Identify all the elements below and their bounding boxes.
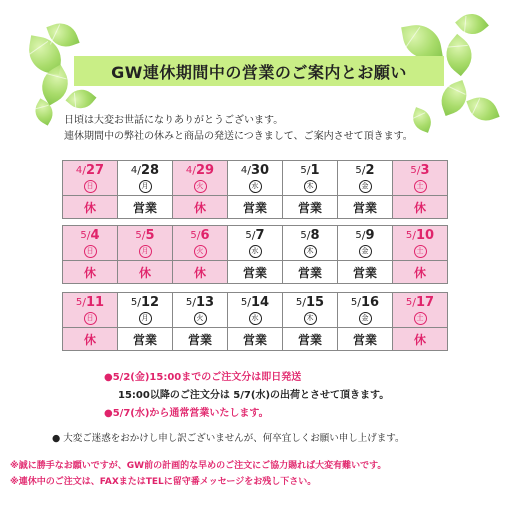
date-label: 5/14 bbox=[240, 294, 270, 310]
weekday-badge: 木 bbox=[304, 180, 317, 193]
day-number: 5 bbox=[145, 227, 155, 243]
date-label: 5/9 bbox=[355, 227, 375, 243]
day-number: 6 bbox=[200, 227, 210, 243]
date-cell bbox=[393, 161, 448, 196]
shipping-note-2: 15:00以降のご注文分は 5/7(水)の出荷とさせて頂きます。 bbox=[118, 390, 390, 401]
month-number: 4 bbox=[75, 164, 83, 176]
weekday-badge: 水 bbox=[249, 245, 262, 258]
date-label: 5/17 bbox=[405, 294, 435, 310]
status-cell: 営業 bbox=[283, 196, 338, 219]
month-number: 5 bbox=[410, 164, 417, 176]
date-cell bbox=[338, 226, 393, 261]
weekday-badge: 火 bbox=[194, 180, 207, 193]
day-number: 9 bbox=[365, 227, 375, 243]
day-number: 11 bbox=[86, 294, 105, 310]
month-number: 5 bbox=[405, 229, 413, 241]
date-cell bbox=[228, 293, 283, 328]
status-cell: 営業 bbox=[228, 196, 283, 219]
date-label: 4/30 bbox=[240, 162, 270, 178]
status-cell: 休 bbox=[173, 261, 228, 284]
date-cell bbox=[393, 226, 448, 261]
date-label: 5/12 bbox=[130, 294, 160, 310]
date-label: 5/15 bbox=[295, 294, 325, 310]
day-number: 2 bbox=[365, 162, 375, 178]
status-cell: 休 bbox=[173, 196, 228, 219]
date-label: 5/6 bbox=[190, 227, 210, 243]
date-cell bbox=[63, 226, 118, 261]
day-number: 1 bbox=[310, 162, 320, 178]
footer-note-2: ※連休中のご注文は、FAXまたはTELに留守番メッセージをお残し下さい。 bbox=[10, 477, 317, 487]
date-cell bbox=[283, 293, 338, 328]
month-number: 5 bbox=[355, 229, 362, 241]
date-label: 4/28 bbox=[130, 162, 160, 178]
date-cell bbox=[393, 293, 448, 328]
weekday-badge: 火 bbox=[194, 312, 207, 325]
weekday-badge: 月 bbox=[139, 312, 152, 325]
day-number: 29 bbox=[196, 162, 215, 178]
intro-line-1: 日頃は大変お世話になりありがとうございます。 bbox=[64, 115, 284, 126]
day-number: 7 bbox=[255, 227, 265, 243]
status-cell: 休 bbox=[63, 261, 118, 284]
status-cell: 休 bbox=[393, 261, 448, 284]
month-number: 5 bbox=[135, 229, 142, 241]
status-cell: 営業 bbox=[338, 328, 393, 351]
day-number: 13 bbox=[196, 294, 215, 310]
date-cell bbox=[228, 226, 283, 261]
calendar-week-1 bbox=[62, 160, 448, 219]
date-label: 5/7 bbox=[245, 227, 265, 243]
month-number: 5 bbox=[295, 296, 303, 308]
weekday-badge: 土 bbox=[414, 312, 427, 325]
weekday-badge: 土 bbox=[414, 180, 427, 193]
day-number: 30 bbox=[251, 162, 270, 178]
day-number: 14 bbox=[251, 294, 270, 310]
calendar-week-3 bbox=[62, 292, 448, 351]
date-cell bbox=[63, 161, 118, 196]
day-number: 4 bbox=[90, 227, 100, 243]
day-number: 16 bbox=[361, 294, 380, 310]
date-cell bbox=[173, 226, 228, 261]
weekday-badge: 木 bbox=[304, 312, 317, 325]
day-number: 27 bbox=[86, 162, 105, 178]
date-cell bbox=[283, 226, 338, 261]
status-cell: 営業 bbox=[173, 328, 228, 351]
weekday-badge: 月 bbox=[139, 245, 152, 258]
month-number: 5 bbox=[80, 229, 87, 241]
status-cell: 営業 bbox=[338, 196, 393, 219]
day-number: 17 bbox=[416, 294, 435, 310]
apology-text: ● 大変ご迷惑をおかけし申し訳ございませんが、何卒宜しくお願い申し上げます。 bbox=[52, 433, 405, 444]
month-number: 5 bbox=[300, 164, 307, 176]
weekday-badge: 日 bbox=[84, 245, 97, 258]
date-cell bbox=[118, 226, 173, 261]
month-number: 5 bbox=[350, 296, 358, 308]
status-cell: 営業 bbox=[283, 328, 338, 351]
weekday-badge: 日 bbox=[84, 312, 97, 325]
date-cell bbox=[283, 161, 338, 196]
shipping-note-3: ●5/7(水)から通常営業いたします。 bbox=[104, 408, 269, 419]
month-number: 4 bbox=[240, 164, 248, 176]
weekday-badge: 金 bbox=[359, 245, 372, 258]
date-cell bbox=[228, 161, 283, 196]
weekday-badge: 金 bbox=[359, 312, 372, 325]
status-cell: 営業 bbox=[118, 328, 173, 351]
status-cell: 休 bbox=[393, 196, 448, 219]
day-number: 10 bbox=[416, 227, 435, 243]
day-number: 12 bbox=[141, 294, 160, 310]
status-cell: 営業 bbox=[228, 261, 283, 284]
month-number: 4 bbox=[130, 164, 138, 176]
month-number: 5 bbox=[245, 229, 252, 241]
status-cell: 営業 bbox=[283, 261, 338, 284]
date-label: 5/13 bbox=[185, 294, 215, 310]
footer-note-1: ※誠に勝手なお願いですが、GW前の計画的な早めのご注文にご協力賜れば大変有難いです。 bbox=[10, 461, 387, 471]
weekday-badge: 火 bbox=[194, 245, 207, 258]
weekday-badge: 水 bbox=[249, 180, 262, 193]
status-cell: 営業 bbox=[228, 328, 283, 351]
status-cell: 休 bbox=[63, 196, 118, 219]
shipping-note-1: ●5/2(金)15:00までのご注文分は即日発送 bbox=[104, 372, 302, 383]
month-number: 5 bbox=[130, 296, 138, 308]
date-cell bbox=[173, 293, 228, 328]
date-cell bbox=[338, 161, 393, 196]
month-number: 5 bbox=[240, 296, 248, 308]
month-number: 5 bbox=[75, 296, 83, 308]
day-number: 8 bbox=[310, 227, 320, 243]
weekday-badge: 土 bbox=[414, 245, 427, 258]
date-label: 5/16 bbox=[350, 294, 380, 310]
date-cell bbox=[173, 161, 228, 196]
weekday-badge: 金 bbox=[359, 180, 372, 193]
date-label: 5/1 bbox=[300, 162, 320, 178]
weekday-badge: 日 bbox=[84, 180, 97, 193]
date-cell bbox=[118, 161, 173, 196]
intro-line-2: 連休期間中の弊社の休みと商品の発送につきまして、ご案内させて頂きます。 bbox=[64, 131, 413, 142]
month-number: 4 bbox=[185, 164, 193, 176]
date-cell bbox=[338, 293, 393, 328]
status-cell: 休 bbox=[118, 261, 173, 284]
weekday-badge: 木 bbox=[304, 245, 317, 258]
calendar-week-2 bbox=[62, 225, 448, 284]
month-number: 5 bbox=[355, 164, 362, 176]
date-label: 5/10 bbox=[405, 227, 435, 243]
date-label: 4/29 bbox=[185, 162, 215, 178]
day-number: 28 bbox=[141, 162, 160, 178]
day-number: 3 bbox=[420, 162, 430, 178]
date-label: 5/2 bbox=[355, 162, 375, 178]
date-label: 5/8 bbox=[300, 227, 320, 243]
date-label: 5/5 bbox=[135, 227, 155, 243]
date-label: 5/11 bbox=[75, 294, 105, 310]
date-label: 4/27 bbox=[75, 162, 105, 178]
weekday-badge: 月 bbox=[139, 180, 152, 193]
weekday-badge: 水 bbox=[249, 312, 262, 325]
date-cell bbox=[63, 293, 118, 328]
date-label: 5/4 bbox=[80, 227, 100, 243]
month-number: 5 bbox=[185, 296, 193, 308]
date-cell bbox=[118, 293, 173, 328]
month-number: 5 bbox=[300, 229, 307, 241]
day-number: 15 bbox=[306, 294, 325, 310]
date-label: 5/3 bbox=[410, 162, 430, 178]
status-cell: 休 bbox=[393, 328, 448, 351]
month-number: 5 bbox=[405, 296, 413, 308]
status-cell: 営業 bbox=[338, 261, 393, 284]
status-cell: 営業 bbox=[118, 196, 173, 219]
page-title: GW連休期間中の営業のご案内とお願い bbox=[74, 56, 444, 86]
month-number: 5 bbox=[190, 229, 197, 241]
status-cell: 休 bbox=[63, 328, 118, 351]
